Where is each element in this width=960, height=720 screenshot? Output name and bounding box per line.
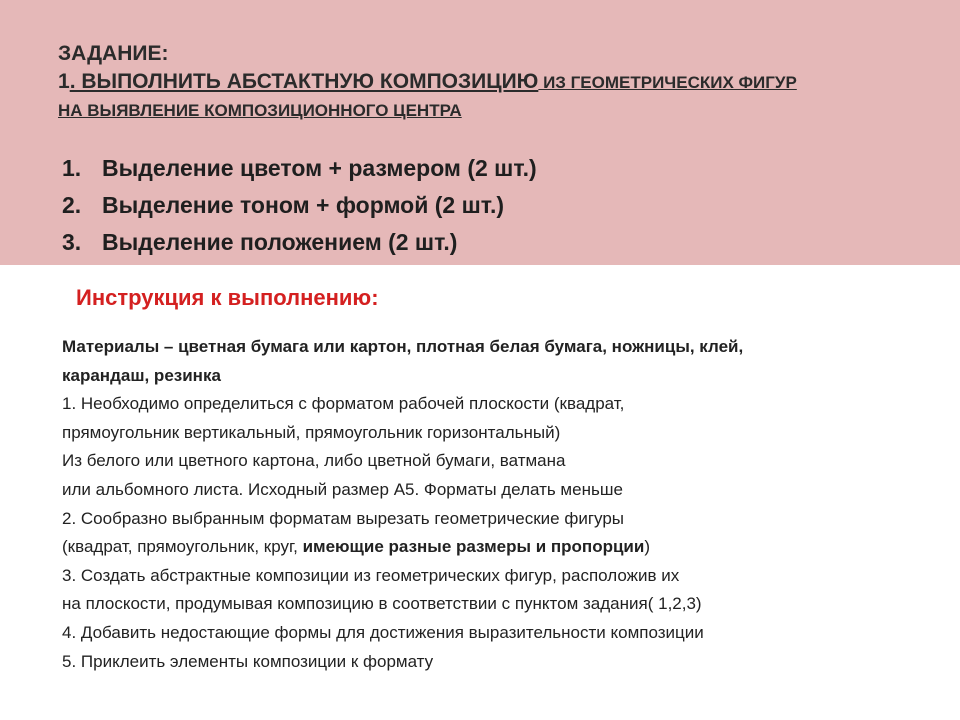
instruction-emphasis: имеющие разные размеры и пропорции — [302, 537, 645, 557]
list-item-text: Выделение положением (2 шт.) — [102, 229, 458, 255]
materials-line: Материалы – цветная бумага или картон, плотная белая бумага, ножницы, клей, — [62, 337, 744, 356]
list-item-number: 1. — [62, 155, 82, 181]
instruction-body — [62, 333, 942, 676]
instruction-line: 2. Сообразно выбранным форматам вырезать геометрические фигуры — [62, 508, 624, 528]
assignment-task-line2: НА ВЫЯВЛЕНИЕ КОМПОЗИЦИОННОГО ЦЕНТРА — [58, 101, 462, 120]
list-item-number: 2. — [62, 192, 82, 218]
instruction-text: ) — [644, 537, 650, 557]
assignment-title: ЗАДАНИЕ: — [58, 42, 169, 65]
task-list — [62, 150, 922, 261]
list-item-text: Выделение тоном + формой (2 шт.) — [102, 192, 505, 218]
materials-line: карандаш, резинка — [62, 365, 221, 385]
instruction-line: 3. Создать абстрактные композиции из геометрических фигур, расположив их — [62, 565, 680, 585]
instruction-line: 1. Необходимо определиться с форматом рабочей плоскости (квадрат, — [62, 394, 625, 414]
list-item-text: Выделение цветом + размером (2 шт.) — [102, 155, 537, 181]
instruction-line: или альбомного листа. Исходный размер А5. Форматы делать меньше — [62, 479, 623, 499]
instruction-line: 4. Добавить недостающие формы для достижения выразительности композиции — [62, 622, 704, 642]
assignment-header — [58, 40, 938, 125]
list-item-number: 3. — [62, 229, 82, 255]
instruction-line: Из белого или цветного картона, либо цветной бумаги, ватмана — [62, 451, 566, 471]
task-number: 1 — [58, 70, 70, 93]
instruction-line — [62, 533, 942, 562]
list-item — [62, 224, 922, 261]
task-rest-text: ИЗ ГЕОМЕТРИЧЕСКИХ ФИГУР — [538, 73, 797, 92]
instruction-line: прямоугольник вертикальный, прямоугольник горизонтальный) — [62, 422, 561, 442]
instruction-title: Инструкция к выполнению: — [76, 285, 379, 310]
list-item — [62, 187, 922, 224]
instruction-line: на плоскости, продумывая композицию в соответствии с пунктом задания( 1,2,3) — [62, 594, 702, 614]
task-main-text: . ВЫПОЛНИТЬ АБСТАКТНУЮ КОМПОЗИЦИЮ — [69, 70, 539, 93]
instruction-line: 5. Приклеить элементы композиции к формату — [62, 651, 434, 671]
assignment-task-line1 — [58, 68, 938, 97]
instruction-text: (квадрат, прямоугольник, круг, — [62, 537, 303, 557]
list-item — [62, 150, 922, 187]
